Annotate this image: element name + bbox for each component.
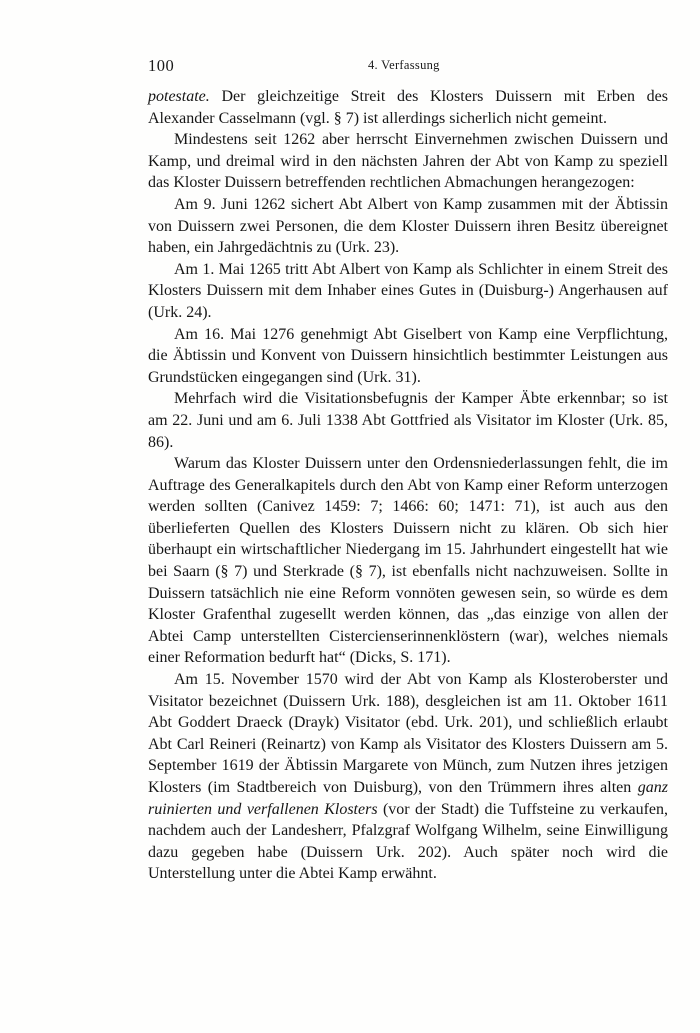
- paragraph: [148, 86, 668, 129]
- paragraph: [148, 129, 668, 194]
- text-run: Warum das Kloster Duissern unter den Ordensniederlassungen fehlt, die im Auftrage des Generalkapitels durch den Abt von Kamp einer Reform unterzogen werden sollten (Canivez 1459: 7; 1466: 60; 1471: 71), ist auch aus den überlieferten Quellen des Klosters Duissern nicht zu klären. Ob sich hier überhaupt ein wirtschaftlicher Niedergang im 15. Jahrhundert eingestellt hat wie bei Saarn (§ 7) und Sterkrade (§ 7), ist ebenfalls nicht nachzuweisen. Sollte in Duissern tatsächlich nie eine Reform vonnöten gewesen sein, so würde es dem Kloster Grafenthal zugesellt werden können, das „das einzige von allen der Abtei Camp unterstellten Cistercienserinnenklöstern (war), welches niemals einer Reformation bedurft hat“ (Dicks, S. 171).: [148, 455, 668, 667]
- running-title: 4. Verfassung: [368, 58, 440, 72]
- paragraph: [148, 453, 668, 669]
- page-number: 100: [148, 56, 175, 75]
- text-run: Am 1. Mai 1265 tritt Abt Albert von Kamp als Schlichter in einem Streit des Klosters Duissern mit dem Inhaber eines Gutes in (Duisburg-) Angerhausen auf (Urk. 24).: [148, 260, 668, 321]
- text-run: Am 9. Juni 1262 sichert Abt Albert von Kamp zusammen mit der Äbtissin von Duissern zwei Personen, die dem Kloster Duissern ihren Besitz übereignet haben, ein Jahrgedächtnis zu (Urk. 23).: [148, 195, 668, 257]
- italic-text: ganz ruinierten und verfallenen Klosters: [148, 779, 668, 818]
- paragraph: [148, 388, 668, 453]
- italic-text: potestate.: [148, 88, 210, 105]
- text-run: (vor der Stadt) die Tuffsteine zu verkaufen, nachdem auch der Landesherr, Pfalzgraf Wolfgang Wilhelm, seine Einwilligung dazu gegeben habe (Duissern Urk. 202). Auch später noch wird die Unterstellung unter die Abtei Kamp erwähnt.: [148, 800, 668, 883]
- text-run: Mindestens seit 1262 aber herrscht Einvernehmen zwischen Duissern und Kamp, und dreimal wird in den nächsten Jahren der Abt von Kamp zu speziell das Kloster Duissern betreffenden rechtlichen Abmachungen herangezogen:: [148, 131, 668, 192]
- text-run: Mehrfach wird die Visitationsbefugnis der Kamper Äbte erkennbar; so ist am 22. Juni und am 6. Juli 1338 Abt Gottfried als Visitator im Kloster (Urk. 85, 86).: [148, 390, 668, 451]
- paragraph: [148, 259, 668, 324]
- running-head: [148, 56, 666, 78]
- text-run: Am 15. November 1570 wird der Abt von Kamp als Klosteroberster und Visitator bezeichnet (Duissern Urk. 188), desgleichen ist am 11. Oktober 1611 Abt Goddert Draeck (Drayk) Visitator (ebd. Urk. 201), und schließlich erlaubt Abt Carl Reineri (Reinartz) von Kamp als Visitator des Klosters Duissern am 5. September 1619 der Äbtissin Margarete von Münch, zum Nutzen ihres jetzigen Klosters (im Stadtbereich von Duisburg), von den Trümmern ihres alten: [148, 671, 668, 796]
- paragraph: [148, 194, 668, 259]
- text-run: Am 16. Mai 1276 genehmigt Abt Giselbert von Kamp eine Verpflichtung, die Äbtissin und Konvent von Duissern hinsichtlich bestimmter Leistungen aus Grundstücken eingegangen sind (Urk. 31).: [148, 325, 668, 386]
- body-text: [148, 86, 668, 885]
- text-run: Der gleichzeitige Streit des Klosters Duissern mit Erben des Alexander Casselmann (vgl. § 7) ist allerdings sicherlich nicht gemeint.: [148, 88, 668, 127]
- paragraph: [148, 669, 668, 885]
- paragraph: [148, 324, 668, 389]
